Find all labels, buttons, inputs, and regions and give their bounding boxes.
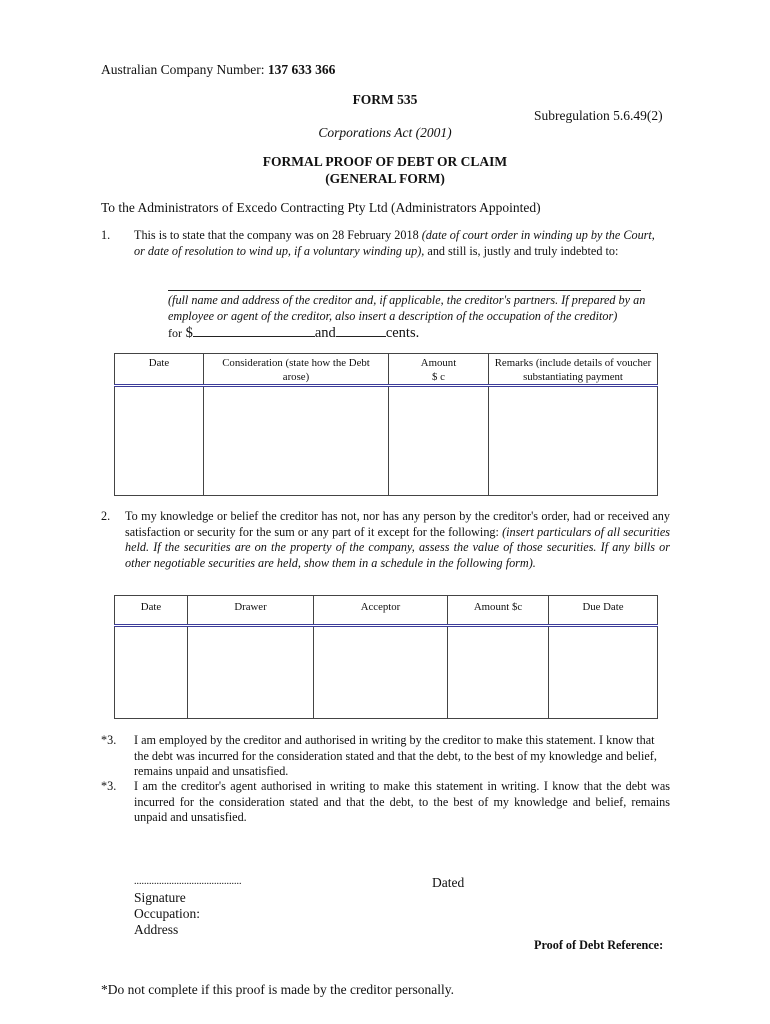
acn-value: 137 633 366 bbox=[267, 62, 336, 77]
sec-col-due-date: Due Date bbox=[549, 596, 658, 626]
form-subtitle: (GENERAL FORM) bbox=[325, 171, 445, 186]
debt-col-consideration: Consideration (state how the Debt arose) bbox=[204, 354, 389, 386]
sec-cell-amount[interactable] bbox=[448, 626, 549, 719]
debt-table-row[interactable] bbox=[115, 386, 658, 496]
subregulation: Subregulation 5.6.49(2) bbox=[534, 108, 663, 123]
debt-cell-consideration[interactable] bbox=[204, 386, 389, 496]
addressee: To the Administrators of Excedo Contracting Pty Ltd (Administrators Appointed) bbox=[101, 200, 541, 215]
amount-line bbox=[168, 325, 419, 342]
section3b-number: *3. bbox=[101, 779, 117, 793]
sec-cell-due-date[interactable] bbox=[549, 626, 658, 719]
section3a-number: *3. bbox=[101, 733, 117, 747]
section1-text-a: This is to state that the company was on 28 February 2018 bbox=[134, 228, 422, 242]
form-number: FORM 535 bbox=[352, 92, 418, 107]
sec-cell-acceptor[interactable] bbox=[314, 626, 448, 719]
section1-number: 1. bbox=[101, 228, 111, 242]
cents-field[interactable] bbox=[336, 336, 386, 337]
debt-col-date: Date bbox=[115, 354, 204, 386]
creditor-name-line[interactable] bbox=[168, 290, 641, 291]
for-label: for bbox=[168, 326, 182, 340]
debt-table-header bbox=[115, 354, 658, 386]
creditor-instruction: (full name and address of the creditor and, if applicable, the creditor's partners. If prepared by an employee or agent of the creditor, also insert a description of the occupation of the creditor) bbox=[168, 293, 646, 323]
address-label: Address bbox=[134, 922, 179, 937]
section2-text-a: To my knowledge or belief the creditor has not, nor has any person by the creditor's order, had or received any satisfaction or security for the sum or any part of it except for the following: bbox=[125, 509, 670, 539]
debt-table bbox=[114, 353, 658, 496]
section2-number: 2. bbox=[101, 509, 111, 523]
securities-table-row[interactable] bbox=[115, 626, 658, 719]
debt-col-remarks: Remarks (include details of voucher substantiating payment bbox=[489, 354, 658, 386]
debt-cell-date[interactable] bbox=[115, 386, 204, 496]
sec-cell-date[interactable] bbox=[115, 626, 188, 719]
section3a-text: I am employed by the creditor and authorised in writing by the creditor to make this statement. I know that the debt was incurred for the consideration stated and that the debt, to the best of my knowledge and belief, remains unpaid and unsatisfied. bbox=[134, 733, 657, 779]
dollars-field[interactable] bbox=[193, 336, 315, 337]
sec-cell-drawer[interactable] bbox=[188, 626, 314, 719]
signature-dots[interactable]: ........................................... bbox=[134, 876, 242, 887]
form-title: FORMAL PROOF OF DEBT OR CLAIM bbox=[262, 154, 508, 169]
section1-text-b: and still is, justly and truly indebted to: bbox=[424, 243, 619, 258]
dollar-sign: $ bbox=[185, 325, 193, 341]
debt-cell-remarks[interactable] bbox=[489, 386, 658, 496]
section3b-text: I am the creditor's agent authorised in writing to make this statement in writing. I know that the debt was incurred for the consideration stated and that the debt, to the best of my knowledge and belief, remains unpaid and unsatisfied. bbox=[134, 779, 670, 825]
and-label: and bbox=[314, 325, 336, 341]
debt-col-amount: Amount $ c bbox=[389, 354, 489, 386]
debt-cell-amount[interactable] bbox=[389, 386, 489, 496]
footnote: *Do not complete if this proof is made by the creditor personally. bbox=[101, 982, 455, 997]
sec-col-date: Date bbox=[115, 596, 188, 626]
sec-col-acceptor: Acceptor bbox=[314, 596, 448, 626]
sec-col-amount: Amount $c bbox=[448, 596, 549, 626]
section1-text bbox=[134, 228, 659, 259]
signature-label: Signature bbox=[134, 890, 186, 905]
proof-reference-label: Proof of Debt Reference: bbox=[534, 938, 664, 952]
section1-text-italic: (date of court order in winding up by the Court, or date of resolution to wind up, if a voluntary winding up), bbox=[134, 228, 655, 258]
occupation-label: Occupation: bbox=[134, 906, 200, 921]
section2-text bbox=[125, 509, 670, 571]
cents-label: cents. bbox=[385, 325, 420, 341]
sec-col-drawer: Drawer bbox=[188, 596, 314, 626]
securities-table-header bbox=[115, 596, 658, 626]
acn-label: Australian Company Number: bbox=[101, 62, 265, 77]
securities-table bbox=[114, 595, 658, 719]
acn-line bbox=[101, 62, 335, 78]
dated-label: Dated bbox=[432, 875, 465, 890]
act-name: Corporations Act (2001) bbox=[318, 125, 452, 140]
section2-text-italic: (insert particulars of all securities held. If the securities are on the property of the company, assess the value of those securities. If any bills or other negotiable securities are held, show them in a schedule in the following form). bbox=[125, 524, 670, 570]
